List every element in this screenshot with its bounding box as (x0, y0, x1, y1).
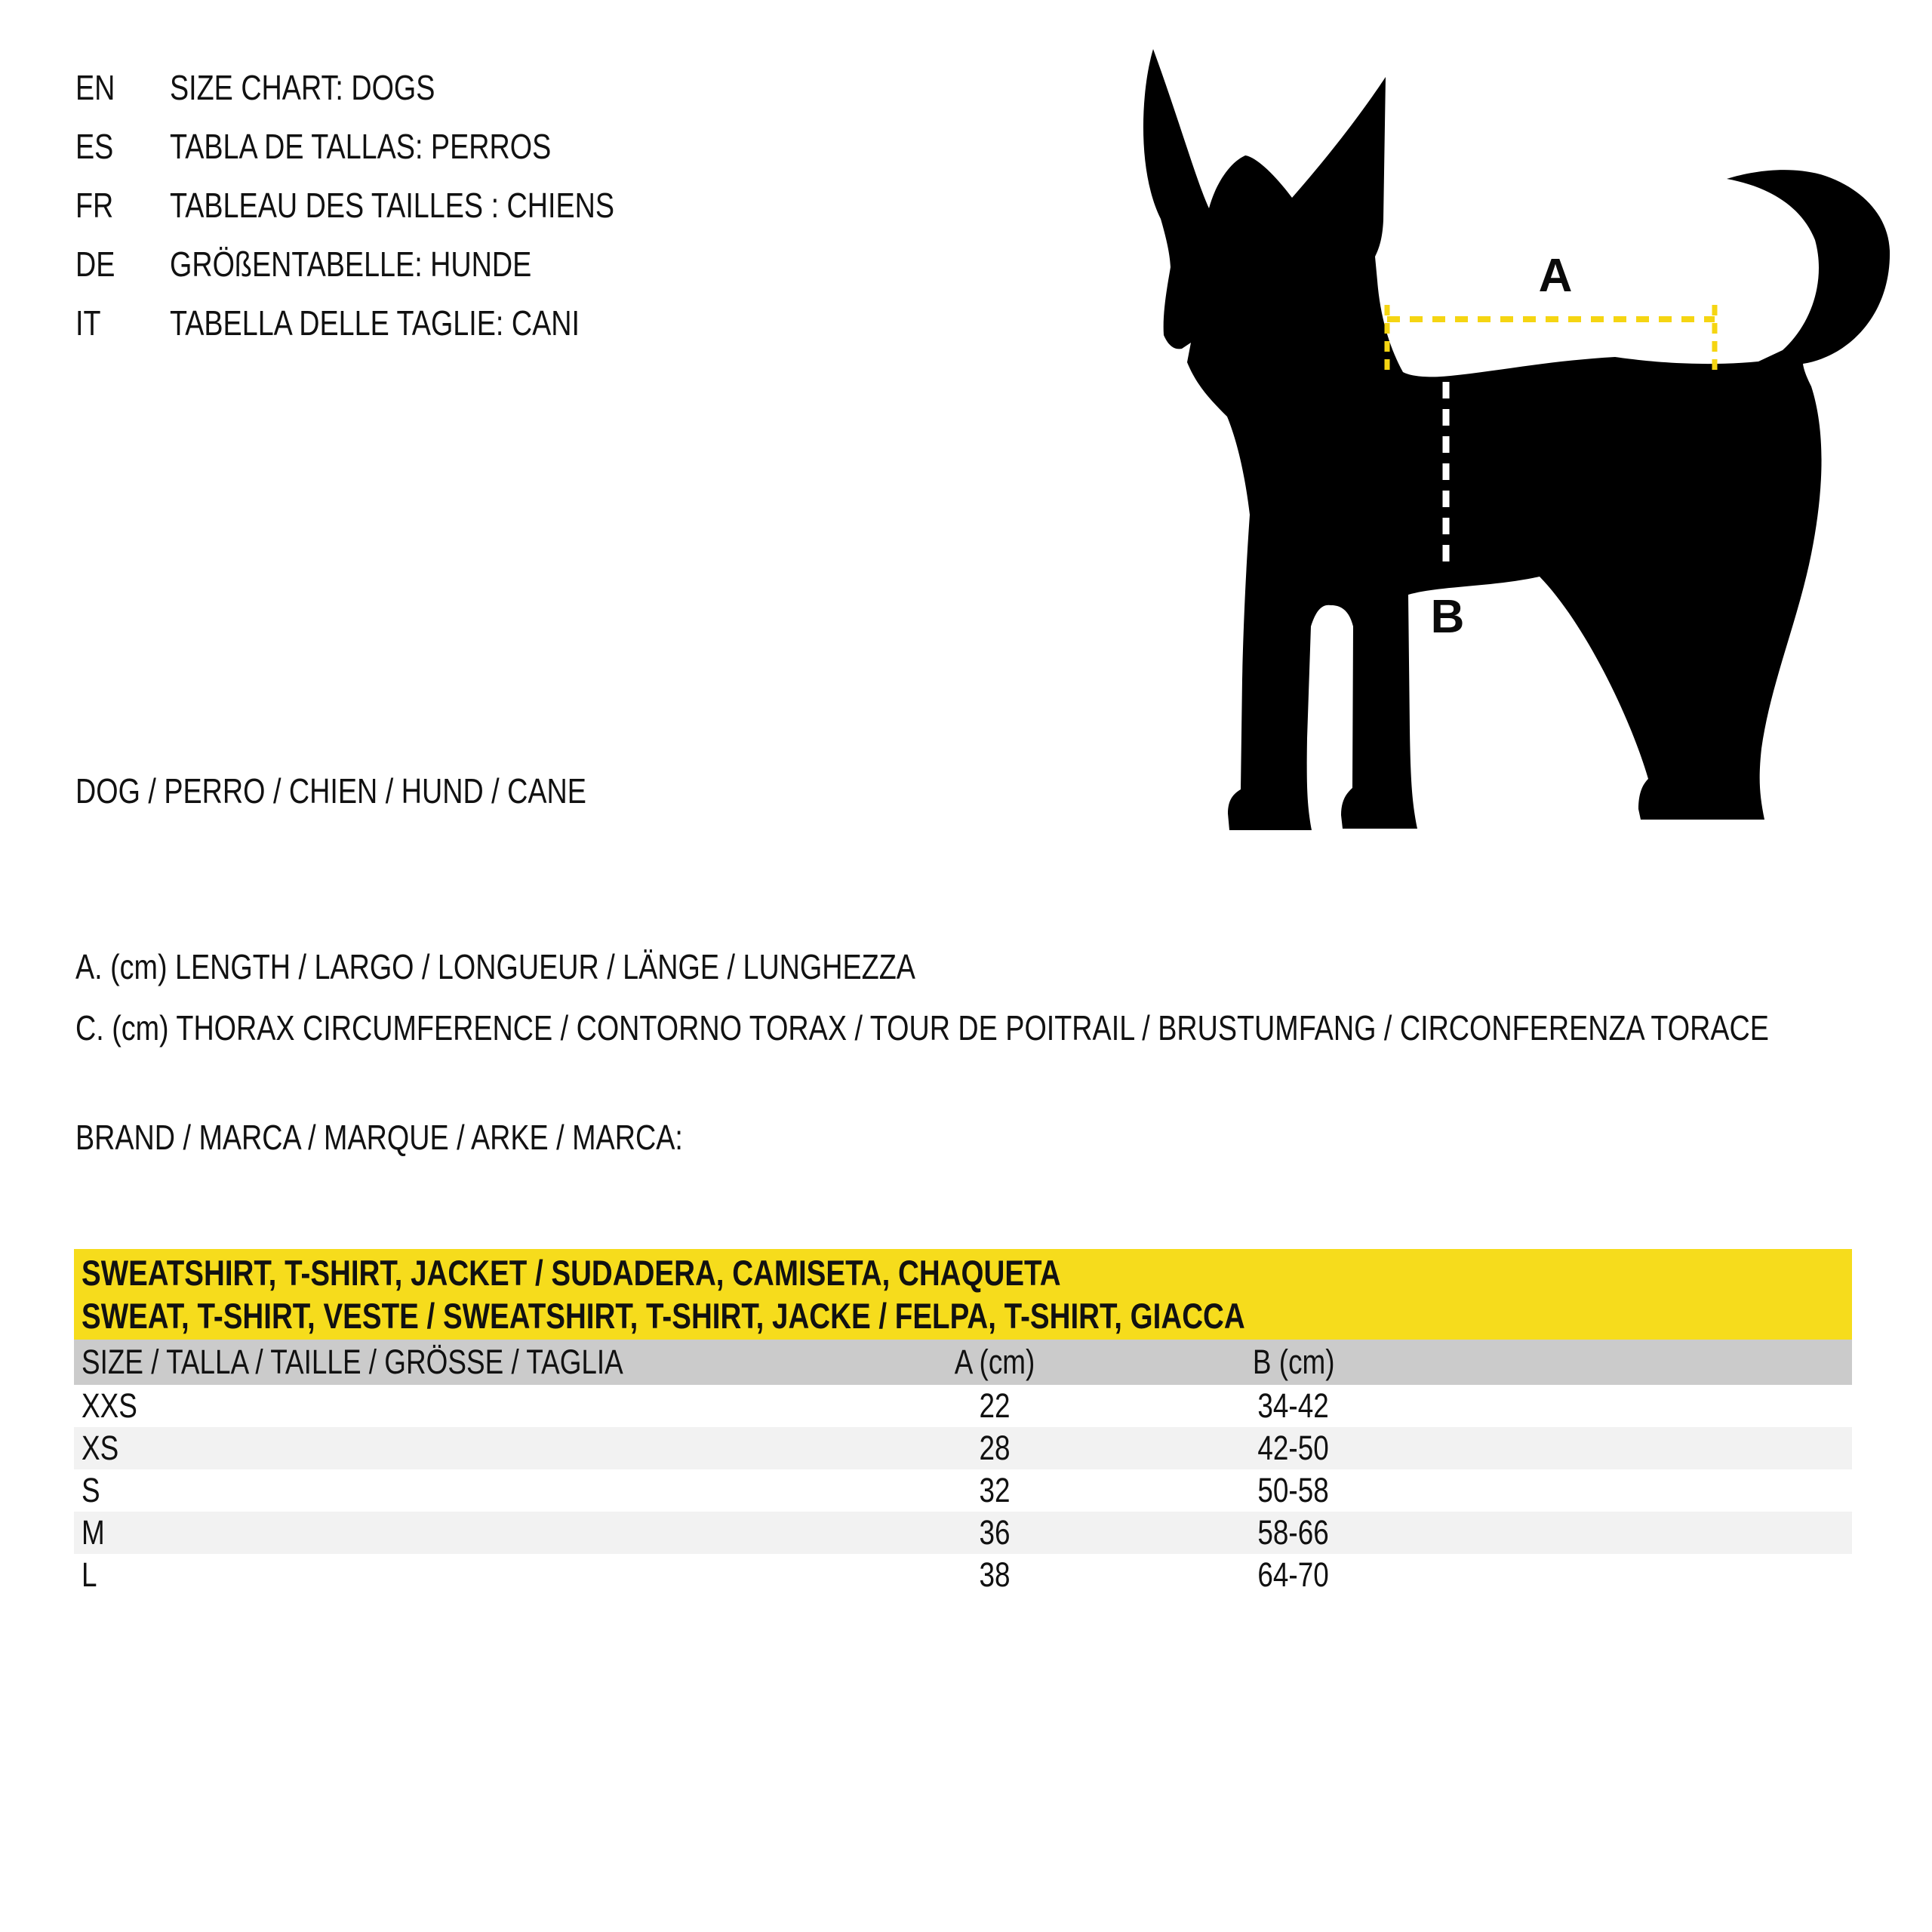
cell-a (829, 1429, 1161, 1468)
language-row-en (75, 58, 712, 117)
table-category-header (74, 1249, 1852, 1340)
language-title: TABLA DE TALLAS: PERROS (170, 127, 552, 166)
language-code: IT (75, 303, 101, 343)
cell-size (74, 1386, 829, 1426)
cell-b (1161, 1471, 1426, 1510)
cell-b-text: 42-50 (1257, 1429, 1330, 1467)
cell-b-text: 50-58 (1257, 1471, 1330, 1509)
cell-size-text: XS (82, 1429, 119, 1467)
column-header-a (829, 1343, 1161, 1382)
dog-caption-text: DOG / PERRO / CHIEN / HUND / CANE (75, 771, 586, 811)
table-header-row (74, 1340, 1852, 1385)
cell-b (1161, 1429, 1426, 1468)
language-title: GRÖßENTABELLE: HUNDE (170, 245, 532, 284)
language-code: FR (75, 186, 114, 225)
language-code: EN (75, 68, 115, 107)
cell-b-text: 58-66 (1257, 1513, 1330, 1552)
dog-measurement-figure (1057, 23, 1932, 853)
cell-a (829, 1513, 1161, 1552)
cell-a-text: 22 (979, 1386, 1011, 1425)
category-header-line2 (82, 1294, 1852, 1337)
column-header-size (74, 1343, 829, 1382)
table-row-l (74, 1554, 1852, 1596)
dog-caption (75, 764, 699, 818)
cell-b-text: 64-70 (1257, 1555, 1330, 1594)
category-header-line1 (82, 1251, 1852, 1294)
cell-size (74, 1555, 829, 1595)
table-row-m (74, 1512, 1852, 1554)
table-row-s (74, 1469, 1852, 1512)
measurement-legend (75, 937, 1932, 1059)
cell-size (74, 1513, 829, 1552)
column-header-b (1161, 1343, 1426, 1382)
cell-size-text: M (82, 1513, 105, 1552)
cell-size-text: S (82, 1471, 100, 1509)
legend-line-a (75, 937, 1932, 998)
column-header-a-text: A (cm) (954, 1343, 1035, 1381)
dog-silhouette (1143, 49, 1890, 830)
language-title: TABLEAU DES TAILLES : CHIENS (170, 186, 615, 225)
cell-b-text: 34-42 (1257, 1386, 1330, 1425)
language-row-es (75, 117, 712, 176)
language-code: DE (75, 245, 115, 284)
legend-line-a-text: A. (cm) LENGTH / LARGO / LONGUEUR / LÄNGE / LUNGHEZZA (75, 947, 915, 986)
table-row-xs (74, 1427, 1852, 1469)
language-list (75, 58, 712, 352)
cell-size (74, 1471, 829, 1510)
brand-line (75, 1110, 817, 1164)
measure-b-label: B (1430, 591, 1465, 643)
brand-line-text: BRAND / MARCA / MARQUE / ARKE / MARCA: (75, 1118, 683, 1157)
column-header-b-text: B (cm) (1252, 1343, 1335, 1381)
language-row-fr (75, 176, 712, 235)
cell-a (829, 1555, 1161, 1595)
cell-a-text: 38 (979, 1555, 1011, 1594)
measure-a-label: A (1538, 250, 1573, 302)
size-table (74, 1249, 1852, 1596)
legend-line-c (75, 998, 1932, 1059)
table-row-xxs (74, 1385, 1852, 1427)
language-row-de (75, 235, 712, 294)
cell-b (1161, 1513, 1426, 1552)
category-header-line2-text: SWEAT, T-SHIRT, VESTE / SWEATSHIRT, T-SHIRT, JACKE / FELPA, T-SHIRT, GIACCA (82, 1296, 1245, 1336)
category-header-line1-text: SWEATSHIRT, T-SHIRT, JACKET / SUDADERA, CAMISETA, CHAQUETA (82, 1253, 1061, 1293)
language-code: ES (75, 127, 114, 166)
cell-size-text: L (82, 1555, 97, 1594)
cell-size (74, 1429, 829, 1468)
cell-a-text: 36 (979, 1513, 1011, 1552)
table-body (74, 1385, 1852, 1596)
cell-size-text: XXS (82, 1386, 137, 1425)
column-header-size-text: SIZE / TALLA / TAILLE / GRÖSSE / TAGLIA (82, 1343, 623, 1381)
cell-b (1161, 1386, 1426, 1426)
legend-line-c-text: C. (cm) THORAX CIRCUMFERENCE / CONTORNO TORAX / TOUR DE POITRAIL / BRUSTUMFANG / CIRCONFERENZA TORACE (75, 1008, 1769, 1048)
cell-a (829, 1386, 1161, 1426)
language-title: SIZE CHART: DOGS (170, 68, 435, 107)
cell-a-text: 32 (979, 1471, 1011, 1509)
cell-b (1161, 1555, 1426, 1595)
cell-a (829, 1471, 1161, 1510)
cell-a-text: 28 (979, 1429, 1011, 1467)
language-title: TABELLA DELLE TAGLIE: CANI (170, 303, 580, 343)
language-row-it (75, 294, 712, 352)
